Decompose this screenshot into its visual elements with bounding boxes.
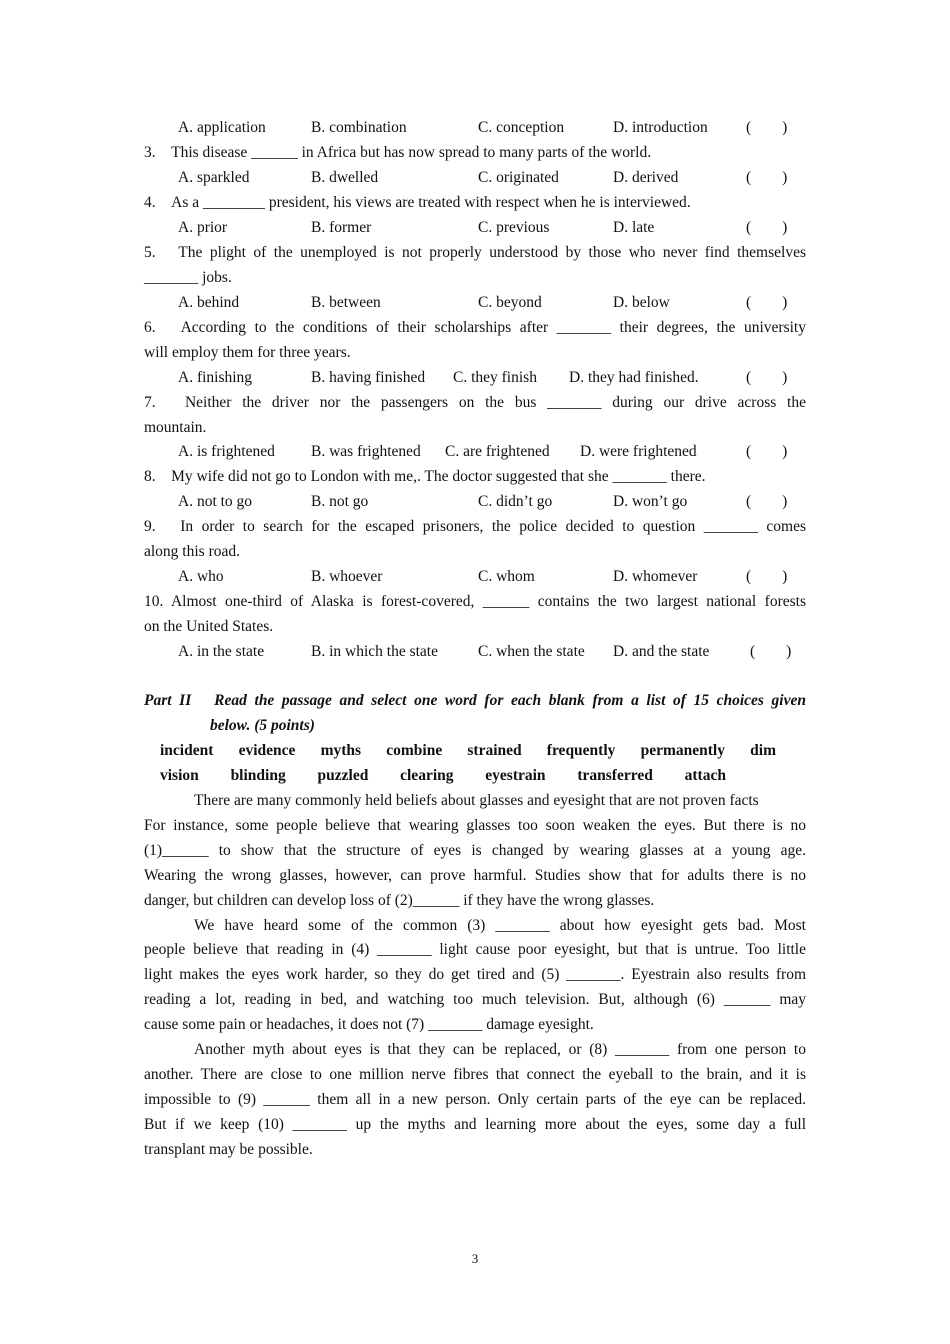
word-bank-item: permanently [640, 742, 725, 759]
word-bank-item: puzzled [317, 767, 369, 784]
word-bank-item: strained [467, 742, 522, 759]
question-9-stem-line2: along this road. [144, 543, 240, 560]
part-2-heading-line1: Part II Read the passage and select one word for each blank from a list of 15 choices given [144, 692, 806, 709]
option-d: D. they had finished. [569, 369, 699, 386]
passage-line: But if we keep (10) _______ up the myths and learning more about the eyes, some day a full [144, 1116, 806, 1133]
question-9-stem-line1: 9. In order to search for the escaped prisoners, the police decided to question _______ comes [144, 518, 806, 535]
option-c: C. conception [478, 119, 565, 136]
answer-bracket: ( ) [746, 169, 788, 186]
passage-line: reading a lot, reading in bed, and watching too much television. But, although (6) ______ may [144, 991, 806, 1008]
question-6-stem-line1: 6. According to the conditions of their scholarships after _______ their degrees, the university [144, 319, 806, 336]
answer-bracket: ( ) [746, 369, 788, 386]
option-c: C. are frightened [445, 443, 550, 460]
question-10-stem-line1: 10. Almost one-third of Alaska is forest-covered, ______ contains the two largest national forests [144, 593, 806, 610]
option-c: C. previous [478, 219, 550, 236]
word-bank-item: clearing [400, 767, 454, 784]
option-c: C. didn’t go [478, 493, 553, 510]
word-bank-item: combine [386, 742, 443, 759]
passage-line: impossible to (9) ______ them all in a new person. Only certain parts of the eye can be replaced. [144, 1091, 806, 1108]
option-b: B. in which the state [311, 643, 438, 660]
question-8-stem: 8. My wife did not go to London with me,. The doctor suggested that she _______ there. [144, 468, 706, 485]
question-5-stem-line2: _______ jobs. [144, 269, 232, 286]
option-a: A. behind [178, 294, 240, 311]
option-c: C. whom [478, 568, 535, 585]
option-b: B. between [311, 294, 381, 311]
option-c: C. originated [478, 169, 559, 186]
answer-bracket: ( ) [746, 219, 788, 236]
word-bank-item: evidence [238, 742, 296, 759]
question-4-stem: 4. As a ________ president, his views are treated with respect when he is interviewed. [144, 194, 691, 211]
word-bank-item: dim [750, 742, 776, 759]
option-c: C. they finish [453, 369, 537, 386]
question-3-stem: 3. This disease ______ in Africa but has now spread to many parts of the world. [144, 144, 652, 161]
question-10-stem-line2: on the United States. [144, 618, 274, 635]
option-d: D. late [613, 219, 655, 236]
passage-line: cause some pain or headaches, it does not (7) _______ damage eyesight. [144, 1016, 594, 1033]
question-5-stem-line1: 5. The plight of the unemployed is not properly understood by those who never find themselves [144, 244, 806, 261]
passage-line: another. There are close to one million nerve fibres that connect the eyeball to the brain, and it is [144, 1066, 806, 1083]
passage-line: light makes the eyes work harder, so they do get tired and (5) _______. Eyestrain also results from [144, 966, 806, 983]
passage-line: Wearing the wrong glasses, however, can prove harmful. Studies show that for adults there is no [144, 867, 806, 884]
option-d: D. were frightened [580, 443, 697, 460]
option-d: D. below [613, 294, 670, 311]
option-a: A. finishing [178, 369, 253, 386]
word-bank-item: myths [320, 742, 362, 759]
option-b: B. combination [311, 119, 407, 136]
answer-bracket: ( ) [746, 443, 788, 460]
answer-bracket: ( ) [746, 493, 788, 510]
passage-line: people believe that reading in (4) _______ light cause poor eyesight, but that is untrue. Too little [144, 941, 806, 958]
option-b: B. whoever [311, 568, 383, 585]
word-bank-item: eyestrain [485, 767, 546, 784]
passage-line: For instance, some people believe that wearing glasses too soon weaken the eyes. But there is no [144, 817, 806, 834]
word-bank-row-1 [160, 741, 776, 761]
option-a: A. sparkled [178, 169, 250, 186]
passage-line: danger, but children can develop loss of (2)______ if they have the wrong glasses. [144, 892, 655, 909]
answer-bracket: ( ) [746, 568, 788, 585]
answer-bracket: ( ) [746, 119, 788, 136]
option-d: D. whomever [613, 568, 698, 585]
option-c: C. beyond [478, 294, 542, 311]
passage-line: (1)______ to show that the structure of eyes is changed by wearing glasses at a young age. [144, 842, 806, 859]
passage-line: There are many commonly held beliefs about glasses and eyesight that are not proven facts [194, 792, 759, 809]
option-a: A. application [178, 119, 266, 136]
option-d: D. introduction [613, 119, 708, 136]
word-bank-item: vision [160, 767, 199, 784]
question-6-stem-line2: will employ them for three years. [144, 344, 351, 361]
option-b: B. former [311, 219, 372, 236]
option-c: C. when the state [478, 643, 585, 660]
option-a: A. who [178, 568, 224, 585]
passage-line: transplant may be possible. [144, 1141, 313, 1158]
option-d: D. derived [613, 169, 679, 186]
option-b: B. dwelled [311, 169, 379, 186]
answer-bracket: ( ) [750, 643, 792, 660]
option-a: A. prior [178, 219, 228, 236]
option-b: B. not go [311, 493, 369, 510]
word-bank-item: frequently [546, 742, 616, 759]
word-bank-item: attach [684, 767, 726, 784]
passage-line: We have heard some of the common (3) _______ about how eyesight gets bad. Most [194, 917, 806, 934]
option-a: A. not to go [178, 493, 253, 510]
word-bank-item: transferred [577, 767, 653, 784]
option-b: B. having finished [311, 369, 426, 386]
option-a: A. in the state [178, 643, 265, 660]
option-a: A. is frightened [178, 443, 275, 460]
passage-line: Another myth about eyes is that they can be replaced, or (8) _______ from one person to [194, 1041, 806, 1058]
question-7-stem-line2: mountain. [144, 419, 207, 436]
page-number: 3 [471, 1251, 479, 1266]
word-bank-item: incident [160, 742, 214, 759]
part-2-heading-line2: below. (5 points) [210, 717, 315, 734]
word-bank-row-2 [160, 766, 726, 786]
question-7-stem-line1: 7. Neither the driver nor the passengers on the bus _______ during our drive across the [144, 394, 806, 411]
option-d: D. and the state [613, 643, 710, 660]
option-b: B. was frightened [311, 443, 421, 460]
answer-bracket: ( ) [746, 294, 788, 311]
word-bank-item: blinding [230, 767, 286, 784]
option-d: D. won’t go [613, 493, 688, 510]
